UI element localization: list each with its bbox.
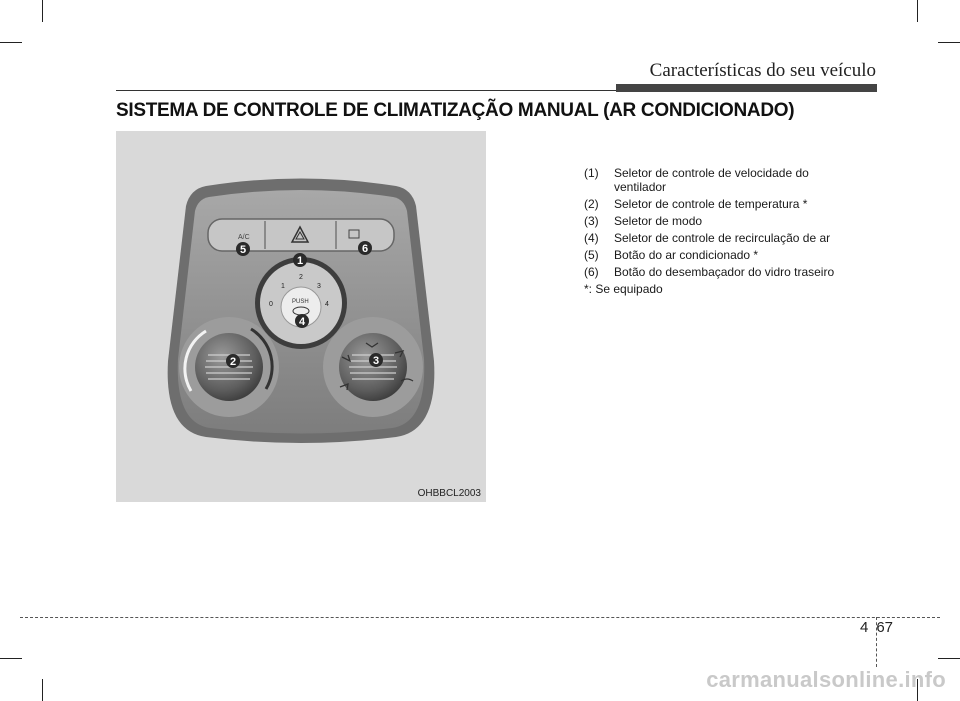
legend-text: Seletor de controle de recirculação de ar <box>614 231 831 245</box>
legend <box>584 166 844 296</box>
fan-speed-1: 1 <box>281 283 285 290</box>
page-number <box>860 619 893 636</box>
page-index: 67 <box>876 619 894 636</box>
header-rule-bar <box>616 84 877 92</box>
climate-control-figure <box>116 131 486 502</box>
legend-item <box>584 231 844 245</box>
callout-1: 1 <box>296 255 304 267</box>
watermark: carmanualsonline.info <box>706 667 946 692</box>
fan-speed-4: 4 <box>325 301 329 308</box>
callout-6: 6 <box>361 243 369 255</box>
legend-number: (6) <box>584 265 599 279</box>
callout-5: 5 <box>239 244 247 256</box>
legend-number: (1) <box>584 166 599 180</box>
legend-number: (3) <box>584 214 599 228</box>
legend-number: (2) <box>584 197 599 211</box>
legend-item <box>584 214 844 228</box>
legend-text: Seletor de controle de temperatura * <box>614 197 808 211</box>
ac-button-label: A/C <box>238 234 250 241</box>
legend-item <box>584 265 844 279</box>
crop-mark-bottom-left-v <box>42 679 43 701</box>
fan-speed-2: 2 <box>299 274 303 281</box>
section-title: SISTEMA DE CONTROLE DE CLIMATIZAÇÃO MANUAL (AR CONDICIONADO) <box>116 100 795 121</box>
crop-mark-top-left-v <box>42 0 43 22</box>
crop-mark-top-right-v <box>917 0 918 22</box>
legend-item <box>584 248 844 262</box>
legend-text: Seletor de controle de velocidade do ventilador <box>614 166 809 194</box>
legend-text: Botão do ar condicionado * <box>614 248 759 262</box>
legend-text: Botão do desembaçador do vidro traseiro <box>614 265 835 279</box>
chapter-title: Características do seu veículo <box>649 60 876 81</box>
callout-4: 4 <box>298 316 306 328</box>
legend-number: (5) <box>584 248 599 262</box>
chapter-number: 4 <box>860 619 869 636</box>
crop-mark-top-left-h <box>0 42 22 43</box>
crop-mark-bottom-left-h <box>0 658 22 659</box>
crop-mark-top-right-h <box>938 42 960 43</box>
fan-speed-0: 0 <box>269 301 273 308</box>
legend-text: Seletor de modo <box>614 214 703 228</box>
climate-panel-illustration <box>116 131 486 502</box>
legend-item <box>584 197 844 211</box>
legend-note: *: Se equipado <box>584 282 663 296</box>
fan-speed-3: 3 <box>317 283 321 290</box>
callout-3: 3 <box>372 355 380 367</box>
footer-rule <box>20 617 940 618</box>
figure-code: OHBBCL2003 <box>417 488 481 499</box>
push-label: PUSH <box>292 299 309 305</box>
header-rule <box>116 90 616 91</box>
legend-item <box>584 166 844 194</box>
callout-2: 2 <box>229 356 237 368</box>
crop-mark-bottom-right-h <box>938 658 960 659</box>
legend-number: (4) <box>584 231 599 245</box>
